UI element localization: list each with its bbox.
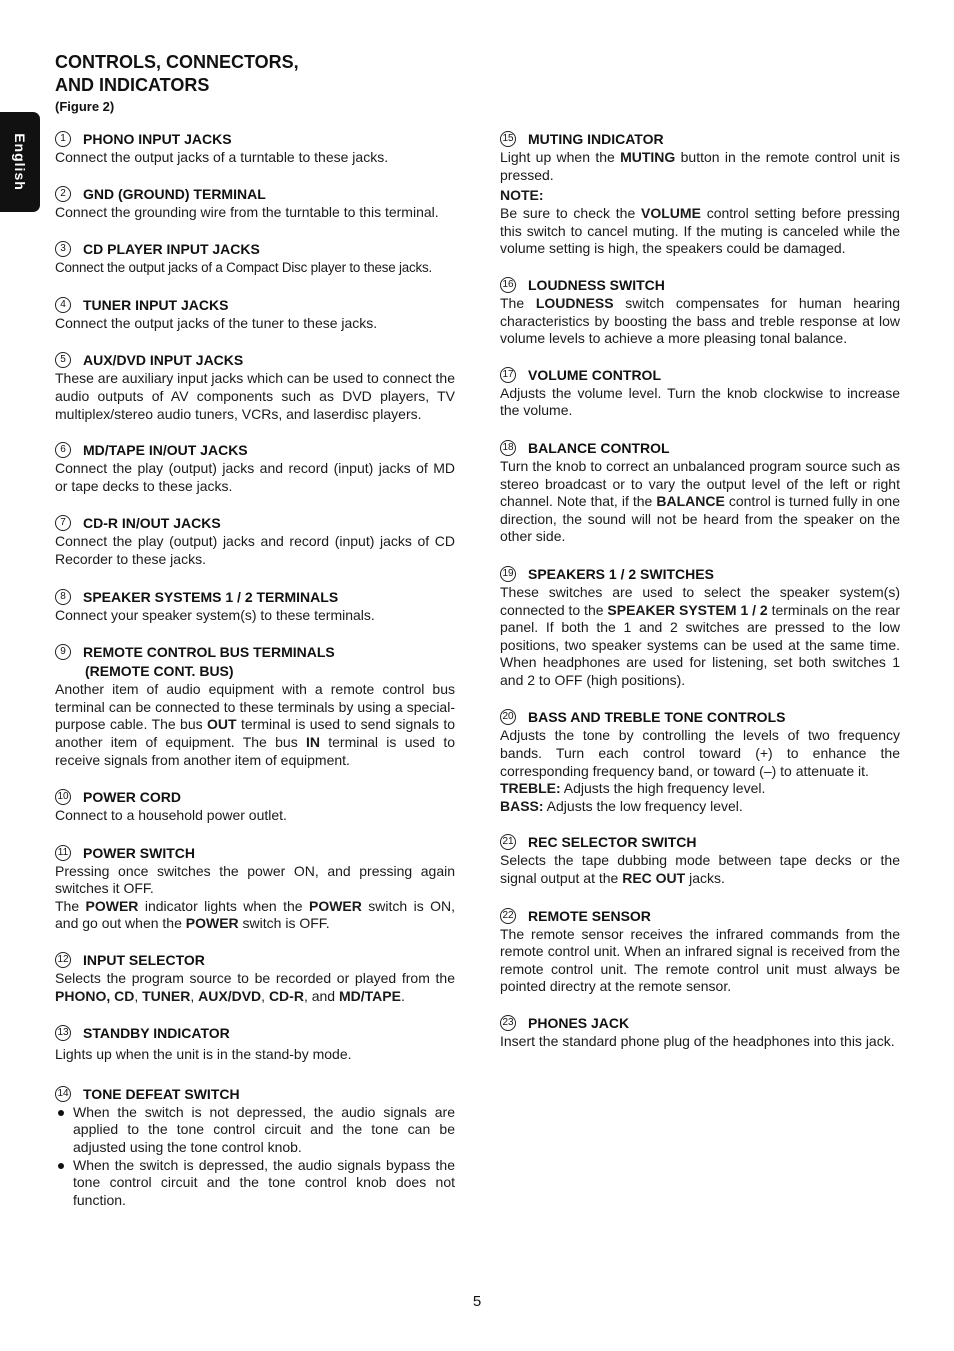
item-15	[500, 129, 900, 258]
item-number-badge: 19	[500, 566, 516, 582]
language-tab-label: English	[12, 133, 28, 191]
item-title: PHONES JACK	[528, 1015, 630, 1031]
page-number: 5	[472, 1293, 482, 1310]
item-description: These are auxiliary input jacks which can be used to connect the audio outputs of AV components such as DVD players, TV multiplex/stereo audio tuners, VCRs, and laserdisc players.	[55, 370, 456, 422]
bullet-list	[55, 1104, 455, 1210]
item-description: Lights up when the unit is in the stand-by mode.	[55, 1046, 352, 1063]
item-description: Adjusts the volume level. Turn the knob clockwise to increase the volume.	[500, 384, 900, 419]
bullet-item: When the switch is not depressed, the audio signals are applied to the tone control circuit and the tone can be adjusted using the tone control knob.	[55, 1104, 455, 1157]
item-number-badge: 11	[55, 845, 71, 861]
item-title: VOLUME CONTROL	[528, 366, 661, 383]
item-title: MUTING INDICATOR	[528, 131, 664, 147]
treble-line: TREBLE: Adjusts the high frequency level.	[500, 780, 766, 797]
item-number-badge: 8	[55, 589, 71, 605]
item-9	[55, 642, 455, 769]
item-description: Insert the standard phone plug of the headphones into this jack.	[500, 1033, 895, 1049]
item-title: BASS AND TREBLE TONE CONTROLS	[528, 709, 786, 726]
item-title: BALANCE CONTROL	[528, 439, 670, 456]
item-title: PHONO INPUT JACKS	[83, 131, 232, 147]
item-18	[500, 438, 900, 546]
item-number-badge: 9	[55, 644, 71, 660]
item-number-badge: 10	[55, 789, 71, 805]
item-title: STANDBY INDICATOR	[83, 1025, 230, 1042]
item-title: AUX/DVD INPUT JACKS	[83, 352, 244, 369]
item-number-badge: 13	[55, 1025, 71, 1041]
item-description: Connect the play (output) jacks and record (input) jacks of MD or tape decks to these jacks.	[55, 460, 455, 494]
item-title: TUNER INPUT JACKS	[83, 296, 229, 313]
item-number-badge: 6	[55, 442, 71, 458]
item-number-badge: 4	[55, 297, 71, 313]
item-subtitle: (REMOTE CONT. BUS)	[85, 663, 234, 680]
item-10	[55, 787, 455, 825]
item-number-badge: 20	[500, 709, 516, 725]
page-title	[55, 51, 299, 97]
item-21	[500, 832, 900, 887]
item-description: Turn the knob to correct an unbalanced program source such as stereo broadcast or to vary the output level of the left or right channel. Note that, if the BALANCE control is turned fully in one direction, the sound will not be heard from the speaker on the other side.	[500, 457, 900, 545]
item-description: Another item of audio equipment with a remote control bus terminal can be connected to these terminals by using a special-purpose cable. The bus OUT terminal is used to send signals to another item of equipment. The bus IN terminal is used to receive signals from another item of equipment.	[55, 681, 456, 768]
item-17	[500, 365, 900, 420]
item-number-badge: 16	[500, 277, 516, 293]
item-title: SPEAKER SYSTEMS 1 / 2 TERMINALS	[83, 588, 339, 605]
item-description: The LOUDNESS switch compensates for human hearing characteristics by boosting the bass and treble response at low volume levels to achieve a more pleasing tonal balance.	[500, 294, 901, 347]
item-title: MD/TAPE IN/OUT JACKS	[83, 442, 248, 459]
item-23	[500, 1013, 900, 1051]
item-title: REMOTE SENSOR	[528, 907, 651, 924]
bass-line: BASS: Adjusts the low frequency level.	[500, 797, 743, 814]
item-4	[55, 295, 455, 333]
item-description: Connect the play (output) jacks and record (input) jacks of CD Recorder to these jacks.	[55, 533, 455, 567]
item-number-badge: 5	[55, 352, 71, 368]
item-14	[55, 1084, 455, 1210]
language-tab	[0, 112, 40, 212]
item-3	[55, 239, 455, 277]
item-description: Connect the output jacks of the tuner to these jacks.	[55, 314, 378, 331]
page-title-line-2: AND INDICATORS	[55, 75, 210, 95]
item-number-badge: 17	[500, 367, 516, 383]
item-description: Connect the output jacks of a Compact Disc player to these jacks.	[55, 260, 433, 276]
bullet-item: When the switch is depressed, the audio signals bypass the tone control circuit and the tone control knob does not function.	[55, 1157, 455, 1210]
item-title: CD PLAYER INPUT JACKS	[83, 241, 260, 258]
item-number-badge: 15	[500, 131, 516, 147]
item-11	[55, 843, 455, 933]
item-title: LOUDNESS SWITCH	[528, 276, 665, 293]
item-13	[55, 1023, 455, 1064]
item-title: INPUT SELECTOR	[83, 952, 205, 969]
item-title: GND (GROUND) TERMINAL	[83, 185, 266, 202]
item-number-badge: 23	[500, 1015, 516, 1031]
item-description: Selects the program source to be recorded or played from the PHONO, CD, TUNER, AUX/DVD, CD-R, and MD/TAPE.	[55, 970, 455, 1004]
note-text: Be sure to check the VOLUME control setting before pressing this switch to cancel muting. If the muting is canceled while the volume setting is high, the speakers could be damaged.	[500, 205, 900, 257]
item-5	[55, 350, 455, 423]
item-description: The remote sensor receives the infrared commands from the remote control unit. When an infrared signal is received from the remote control unit. The remote control unit must always be pointed directry at the remote sensor.	[500, 925, 900, 995]
item-19	[500, 564, 900, 690]
item-12	[55, 950, 455, 1005]
item-description: Selects the tape dubbing mode between tape decks or the signal output at the REC OUT jacks.	[500, 852, 900, 887]
item-description: Pressing once switches the power ON, and pressing again switches it OFF.	[55, 862, 455, 897]
item-title: POWER SWITCH	[83, 844, 195, 861]
item-description: Adjusts the tone by controlling the levels of two frequency bands. Turn each control toward (+) to enhance the corresponding frequency band, or toward (–) to attenuate it.	[500, 727, 900, 779]
item-number-badge: 12	[55, 952, 71, 968]
item-description: Connect your speaker system(s) to these terminals.	[55, 606, 375, 623]
item-number-badge: 14	[55, 1086, 71, 1102]
item-description: These switches are used to select the speaker system(s) connected to the SPEAKER SYSTEM 1 / 2 terminals on the rear panel. If both the 1 and 2 switches are pressed to the low positions, two speaker systems can be used at the same time. When headphones are used for listening, set both switches 1 and 2 to OFF (high positions).	[500, 583, 900, 688]
item-title: SPEAKERS 1 / 2 SWITCHES	[528, 565, 714, 582]
item-number-badge: 3	[55, 241, 71, 257]
item-20	[500, 707, 900, 815]
note-label: NOTE:	[500, 187, 544, 204]
page-title-line-1: CONTROLS, CONNECTORS,	[55, 52, 299, 72]
item-description: Connect to a household power outlet.	[55, 807, 287, 824]
item-1	[55, 129, 455, 167]
item-number-badge: 7	[55, 515, 71, 531]
item-description-2: The POWER indicator lights when the POWER switch is ON, and go out when the POWER switch is OFF.	[55, 897, 455, 932]
item-description: Connect the output jacks of a turntable to these jacks.	[55, 149, 389, 165]
item-7	[55, 513, 455, 568]
item-title: REC SELECTOR SWITCH	[528, 834, 697, 851]
item-description: Light up when the MUTING button in the remote control unit is pressed.	[500, 149, 901, 183]
item-number-badge: 2	[55, 186, 71, 202]
item-number-badge: 21	[500, 834, 516, 850]
left-column	[55, 129, 455, 1209]
item-title: TONE DEFEAT SWITCH	[83, 1085, 240, 1102]
item-number-badge: 1	[55, 131, 71, 147]
item-title: CD-R IN/OUT JACKS	[83, 515, 221, 532]
item-title: POWER CORD	[83, 789, 181, 806]
item-2	[55, 184, 455, 222]
item-number-badge: 22	[500, 908, 516, 924]
item-22	[500, 906, 900, 996]
item-title: REMOTE CONTROL BUS TERMINALS	[83, 644, 335, 661]
figure-reference: (Figure 2)	[55, 99, 115, 114]
item-8	[55, 587, 455, 625]
right-column	[500, 129, 900, 1051]
item-number-badge: 18	[500, 440, 516, 456]
item-description: Connect the grounding wire from the turntable to this terminal.	[55, 203, 439, 220]
item-6	[55, 440, 455, 495]
item-16	[500, 275, 900, 348]
